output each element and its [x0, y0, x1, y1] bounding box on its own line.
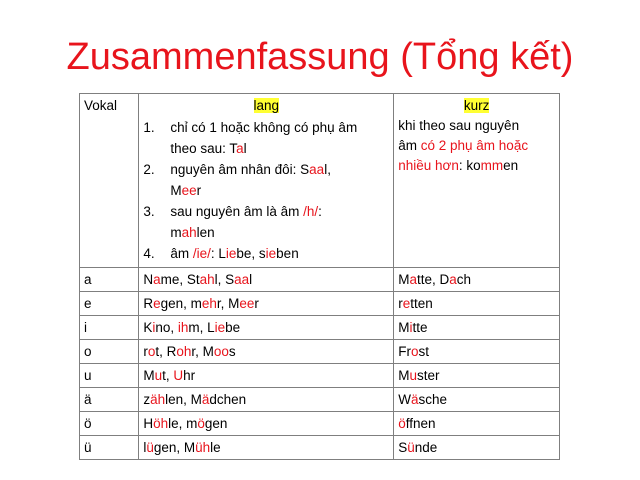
vowel-cell: a — [80, 268, 139, 292]
rule-number: 2. — [143, 162, 155, 177]
rule-number: 4. — [143, 246, 155, 261]
table-header-row — [80, 94, 560, 268]
vowel-summary-table — [79, 93, 560, 460]
kurz-example-cell: Frost — [394, 340, 560, 364]
lang-rule-4: 4. âm /ie/: Liebe, sieben — [143, 243, 389, 264]
lang-example-cell: zählen, Mädchen — [139, 388, 394, 412]
table-row — [80, 268, 560, 292]
table-row — [80, 412, 560, 436]
vowel-cell: ü — [80, 436, 139, 460]
lang-rule-3: 3. sau nguyên âm là âm /h/: mahlen — [143, 201, 389, 243]
lang-example-cell: Regen, mehr, Meer — [139, 292, 394, 316]
lang-example-cell: rot, Rohr, Moos — [139, 340, 394, 364]
page-title: Zusammenfassung (Tổng kết) — [66, 36, 574, 78]
table-row — [80, 340, 560, 364]
lang-cell — [139, 94, 394, 268]
table-row — [80, 388, 560, 412]
lang-example-cell: Höhle, mögen — [139, 412, 394, 436]
kurz-cell — [394, 94, 560, 268]
kurz-example-cell: Muster — [394, 364, 560, 388]
vowel-cell: u — [80, 364, 139, 388]
vowel-cell: i — [80, 316, 139, 340]
kurz-example-cell: Mitte — [394, 316, 560, 340]
rule-number: 3. — [143, 204, 155, 219]
kurz-example-cell: Wäsche — [394, 388, 560, 412]
kurz-rule: khi theo sau nguyên âm có 2 phụ âm hoặc nhiều hơn: kommen — [398, 118, 529, 173]
vowel-cell: e — [80, 292, 139, 316]
header-lang: lang — [253, 98, 280, 113]
header-kurz: kurz — [463, 98, 490, 113]
lang-example-cell: Name, Stahl, Saal — [139, 268, 394, 292]
vowel-cell: ö — [80, 412, 139, 436]
lang-rule-2: 2. nguyên âm nhân đôi: Saal, Meer — [143, 159, 389, 201]
kurz-example-cell: Matte, Dach — [394, 268, 560, 292]
table-row — [80, 292, 560, 316]
lang-example-cell: Mut, Uhr — [139, 364, 394, 388]
table-row — [80, 364, 560, 388]
lang-rule-1: 1. chỉ có 1 hoặc không có phụ âm theo sau: Tal — [143, 117, 389, 159]
vowel-cell: ä — [80, 388, 139, 412]
lang-example-cell: lügen, Mühle — [139, 436, 394, 460]
lang-rules-list — [143, 117, 389, 264]
table-row — [80, 436, 560, 460]
kurz-example-cell: Sünde — [394, 436, 560, 460]
header-vokal: Vokal — [80, 94, 139, 268]
table-row — [80, 316, 560, 340]
rule-number: 1. — [143, 120, 155, 135]
lang-example-cell: Kino, ihm, Liebe — [139, 316, 394, 340]
vowel-cell: o — [80, 340, 139, 364]
kurz-example-cell: öffnen — [394, 412, 560, 436]
kurz-example-cell: retten — [394, 292, 560, 316]
